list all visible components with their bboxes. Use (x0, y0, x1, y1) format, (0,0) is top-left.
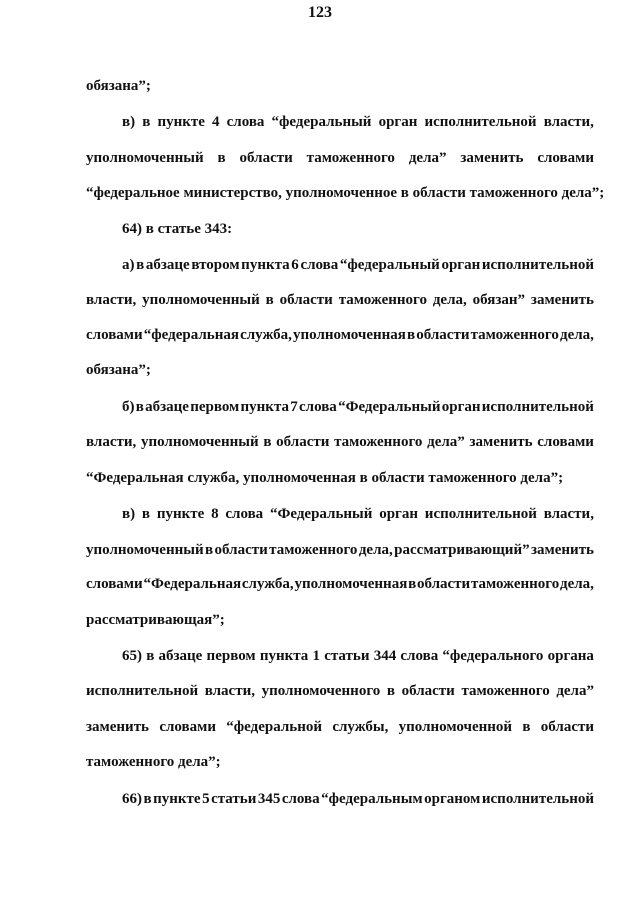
text-word: области (401, 683, 455, 699)
text-word: “федеральной (226, 719, 322, 735)
text-word: словами (159, 719, 216, 735)
text-word: “Федеральный (269, 506, 373, 522)
text-word: уполномоченного (261, 683, 381, 699)
text-word: пункта (240, 399, 289, 415)
text-word: пункта (259, 648, 309, 664)
text-word: таможенного (461, 683, 550, 699)
text-line: таможенного дела”; (86, 754, 221, 770)
text-word: орган (378, 114, 418, 130)
text-line (86, 432, 594, 452)
text-word: исполнительной (481, 399, 594, 415)
text-word: орган (379, 506, 418, 522)
text-word: пункте (156, 506, 205, 522)
text-word: области (540, 719, 594, 735)
text-word: в (265, 292, 274, 308)
text-line: обязана”; (86, 78, 151, 94)
text-word: 8 (211, 506, 219, 522)
text-word: “федеральным (321, 791, 423, 807)
text-word: статьи (324, 648, 370, 664)
text-line (122, 397, 594, 417)
text-word: в (141, 506, 151, 522)
text-word: 66) (122, 791, 142, 807)
text-line: рассматривающая”; (86, 612, 225, 628)
text-word: в (135, 399, 144, 415)
text-word: б) (122, 399, 135, 415)
text-word: 7 (290, 399, 298, 415)
text-word: слова (299, 399, 337, 415)
text-word: дела, (432, 292, 467, 308)
text-word: таможенного (338, 292, 427, 308)
text-word: органа (547, 648, 594, 664)
text-word: слова (225, 506, 264, 522)
text-word: в (146, 648, 155, 664)
text-word: заменить (469, 434, 533, 450)
text-word: “федерального (442, 648, 544, 664)
text-word: в (263, 434, 272, 450)
text-word: 345 (257, 791, 281, 807)
text-word: уполномоченный (140, 434, 259, 450)
text-word: слова (281, 791, 320, 807)
text-word: пункте (153, 791, 201, 807)
text-word: 5 (202, 791, 210, 807)
text-word: пункта (241, 257, 290, 273)
text-word: власти, (86, 434, 137, 450)
text-word: области (279, 292, 333, 308)
text-word: в (143, 791, 152, 807)
text-word: 1 (312, 648, 321, 664)
text-word: статьи (211, 791, 257, 807)
text-word: “Федеральная (143, 576, 242, 592)
text-word: уполномоченный (86, 542, 204, 558)
text-word: в (136, 257, 145, 273)
text-word: “федеральный (339, 257, 440, 273)
text-word: области (416, 576, 471, 592)
text-word: власти, (204, 683, 255, 699)
text-word: абзаце (158, 648, 203, 664)
text-word: словами (537, 434, 594, 450)
text-word: “Федеральный (338, 399, 441, 415)
text-line: “федеральное министерство, уполномоченное в области таможенного дела”; (86, 185, 605, 201)
text-word: рассматривающий” (394, 542, 530, 558)
text-word: исполнительной (424, 506, 537, 522)
text-word: обязан” (472, 292, 526, 308)
text-word: орган (441, 257, 481, 273)
text-word: первом (206, 648, 256, 664)
text-word: службы, (332, 719, 389, 735)
text-word: дела, (358, 542, 393, 558)
text-word: заменить (460, 150, 524, 166)
text-word: “федеральный (271, 114, 372, 130)
text-word: таможенного (269, 542, 358, 558)
text-word: уполномоченной (398, 719, 513, 735)
text-word: в (408, 576, 417, 592)
text-word: орган (441, 399, 481, 415)
text-word: власти, (543, 114, 594, 130)
text-line: “Федеральная служба, уполномоченная в области таможенного дела”; (86, 470, 564, 486)
text-word: абзаце (145, 257, 190, 273)
text-line (86, 717, 594, 737)
text-line: 64) в статье 343: (122, 221, 233, 237)
text-word: органом (424, 791, 481, 807)
text-word: служба, (240, 327, 292, 343)
text-word: дела” (408, 150, 447, 166)
text-line (86, 148, 594, 168)
text-word: уполномоченная (293, 327, 406, 343)
text-line (86, 540, 594, 560)
text-line (86, 681, 594, 701)
text-word: 6 (291, 257, 299, 273)
text-word: а) (122, 257, 135, 273)
text-word: дела” (427, 434, 465, 450)
text-word: исполнительной (424, 114, 537, 130)
text-word: в) (122, 506, 136, 522)
text-word: уполномоченный (86, 150, 204, 166)
text-word: дела” (556, 683, 594, 699)
text-word: таможенного (470, 327, 559, 343)
text-word: в (217, 150, 226, 166)
text-word: таможенного (334, 434, 423, 450)
text-word: слова (300, 257, 339, 273)
text-word: 4 (212, 114, 220, 130)
text-word: служба, (241, 576, 294, 592)
text-line (122, 504, 594, 524)
text-word: 344 (373, 648, 397, 664)
text-word: области (239, 150, 293, 166)
text-word: власти, (86, 292, 137, 308)
text-word: первом (190, 399, 240, 415)
text-word: в) (122, 114, 136, 130)
text-word: слова (400, 648, 439, 664)
text-word: уполномоченная (294, 576, 408, 592)
text-word: словами (86, 576, 143, 592)
text-word: дела, (560, 327, 594, 343)
text-word: исполнительной (481, 791, 594, 807)
text-word: словами (537, 150, 594, 166)
text-word: в (142, 114, 151, 130)
text-line (122, 789, 594, 809)
text-word: власти, (543, 506, 594, 522)
text-word: в (386, 683, 395, 699)
text-word: исполнительной (86, 683, 199, 699)
text-word: заменить (531, 542, 594, 558)
text-word: таможенного (306, 150, 395, 166)
text-word: заменить (530, 292, 594, 308)
text-word: таможенного (470, 576, 560, 592)
text-word: слова (226, 114, 265, 130)
text-line: обязана”; (86, 362, 151, 378)
text-word: в (205, 542, 214, 558)
text-line (122, 646, 594, 666)
text-line (86, 325, 594, 345)
text-word: словами (86, 327, 143, 343)
text-word: в (407, 327, 416, 343)
text-word: области (416, 327, 470, 343)
text-word: области (276, 434, 330, 450)
text-word: дела, (559, 576, 594, 592)
text-line (86, 290, 594, 310)
text-word: втором (191, 257, 240, 273)
text-line (86, 574, 594, 594)
text-word: области (214, 542, 268, 558)
text-word: исполнительной (481, 257, 594, 273)
text-word: пункте (157, 114, 205, 130)
text-line (122, 255, 594, 275)
text-word: абзаце (145, 399, 189, 415)
text-word: “федеральная (143, 327, 239, 343)
text-word: заменить (86, 719, 149, 735)
page-number: 123 (308, 4, 332, 21)
text-word: 65) (122, 648, 142, 664)
text-word: в (522, 719, 531, 735)
text-word: уполномоченный (142, 292, 260, 308)
text-line (122, 112, 594, 132)
